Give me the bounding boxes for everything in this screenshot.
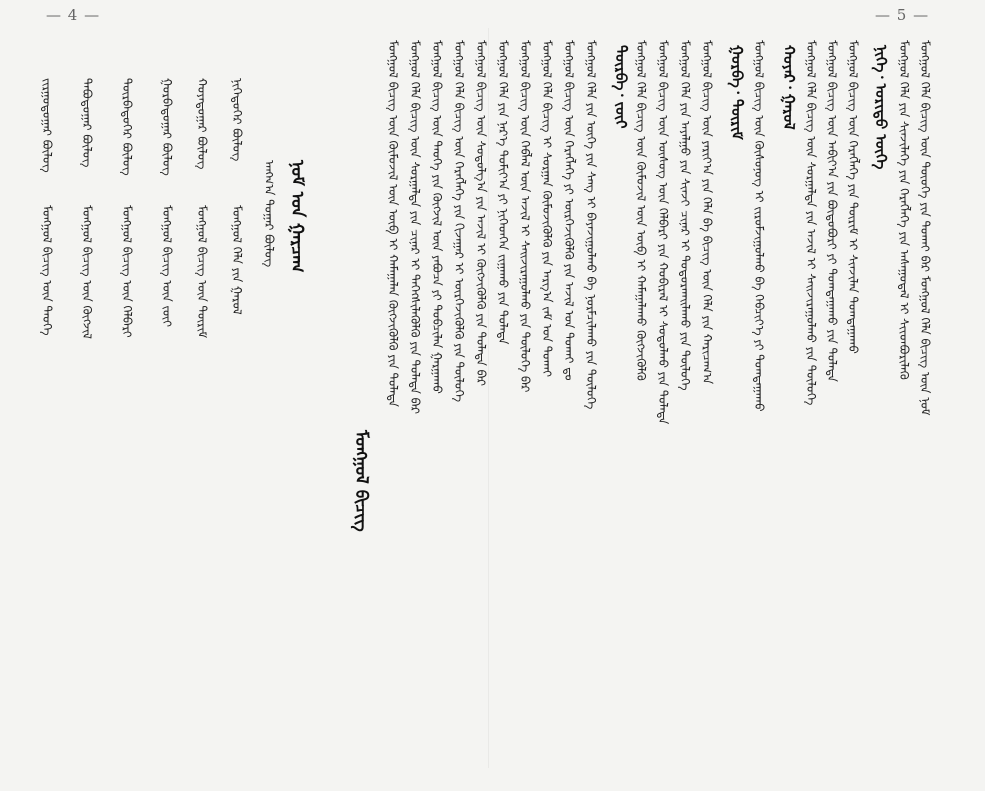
toc-item-detail: ᠮᠣᠩᠭᠣᠯ ᠪᠢᠴᠢᠭ ᠦᠨ ᠵᠦᠢ [160,205,174,328]
body-column: ᠮᠣᠩᠭᠣᠯ ᠪᠢᠴᠢᠭ ᠦᠨ ᠬᠡᠷᠡᠭᠯᠡᠭᠡ ᠶᠢ ᠥᠷᠭᠡᠵᠢᠭᠦᠯᠬᠦ ᠶᠢᠨ ᠠᠵᠢᠯ ᠤᠨ ᠲᠤᠬᠠᠢ ᠳᠤ [562,40,576,381]
toc-item-label: ᠬᠣᠶᠠᠳᠤᠭᠠᠷ ᠪᠦᠯᠦᠭ [195,78,209,170]
body-column: ᠮᠣᠩᠭᠣᠯ ᠪᠢᠴᠢᠭ ᠦᠨ ᠬᠦᠰᠦᠨᠦᠭ ᠢ ᠵᠢᠷᠤᠮᠵᠢᠭᠤᠯᠬᠤ ᠪᠠ ᠬᠡᠪᠴᠢᠶ᠎ᠡ ᠶᠢ ᠲᠣᠭᠲᠠᠭᠠᠬᠤ [752,40,766,412]
section-heading: ᠨᠢᠭᠡ᠂ ᠤᠷᠢᠳᠤ ᠦᠭᠡ [872,45,890,170]
body-column: ᠮᠣᠩᠭᠣᠯ ᠬᠡᠯᠡ ᠶᠢᠨ ᠰᠢᠨᠵᠢᠯᠡᠭᠡ ᠶᠢᠨ ᠬᠡᠷᠡᠭᠯᠡᠭᠡ ᠶᠢᠨ ᠠᠰᠠᠭᠤᠳᠠᠯ ᠢ ᠰᠢᠢᠳᠪᠦᠷᠢᠯᠡᠬᠦ [897,40,911,380]
toc-item-detail: ᠮᠣᠩᠭᠣᠯ ᠪᠢᠴᠢᠭ ᠦᠨ ᠳᠦᠷᠢᠮ [195,205,209,339]
toc-item-label: ᠳᠥᠷᠪᠡᠳᠦᠭᠡᠷ ᠪᠦᠯᠦᠭ [120,78,134,176]
section-heading: ᠭᠤᠷᠪᠠ᠂ ᠳᠦᠷᠢᠮ [728,45,746,140]
body-column: ᠮᠣᠩᠭᠣᠯ ᠬᠡᠯᠡ ᠶᠢᠨ ᠦᠭᠡ ᠶᠢᠨ ᠰᠠᠩ ᠢ ᠪᠠᠶᠠᠵᠢᠭᠤᠯᠬᠤ ᠪᠠ ᠨᠣᠷᠮᠴᠢᠯᠠᠬᠤ ᠶᠢᠨ ᠲᠥᠯᠥᠭᠡ [584,40,598,410]
body-column: ᠮᠣᠩᠭᠣᠯ ᠪᠢᠴᠢᠭ ᠦᠨ ᠬᠦᠮᠦᠵᠢᠯ ᠦᠨ ᠥᠪ ᠢ ᠬᠠᠮᠠᠭᠠᠯᠠᠨ ᠬᠥᠭᠵᠢᠭᠦᠯᠬᠦ ᠶᠢᠨ ᠲᠤᠯᠠᠳᠠ [386,40,400,407]
left-page-number: — 4 — [46,6,101,24]
body-column: ᠮᠣᠩᠭᠣᠯ ᠬᠡᠯᠡ ᠪᠢᠴᠢᠭ ᠦᠨ ᠲᠦᠤᠬᠡ ᠶᠢᠨ ᠲᠤᠬᠠᠢ ᠪᠠᠷ ᠮᠣᠩᠭᠣᠯ ᠬᠡᠯᠡ ᠪᠢᠴᠢᠭ ᠦᠨ ᠨᠣᠮ [918,40,932,416]
toc-item-label: ᠨᠢᠭᠡᠳᠦᠭᠡᠷ ᠪᠦᠯᠦᠭ [230,78,244,162]
body-column: ᠮᠣᠩᠭᠣᠯ ᠪᠢᠴᠢᠭ ᠦᠨ ᠶᠠᠷᠢᠶ᠎ᠠ ᠶᠢᠨ ᠬᠡᠯᠡ ᠪᠠ ᠪᠢᠴᠢᠭ ᠦᠨ ᠬᠡᠯᠡ ᠶᠢᠨ ᠬᠠᠷᠢᠴᠠᠭ᠎ᠠ [700,40,714,385]
body-column: ᠮᠣᠩᠭᠣᠯ ᠪᠢᠴᠢᠭ ᠦᠨ ᠲᠡᠦᠬᠡ ᠶᠢᠨ ᠬᠥᠭᠵᠢᠯ ᠦᠨ ᠶᠠᠪᠤᠴᠠ ᠶᠢ ᠲᠣᠪᠴᠢᠯᠠᠨ ᠭᠠᠷᠭᠠᠬᠤ [430,40,444,394]
body-column: ᠮᠣᠩᠭᠣᠯ ᠬᠡᠯᠡ ᠪᠢᠴᠢᠭ ᠦᠨ ᠰᠤᠷᠭᠠᠯᠲᠠ ᠶᠢᠨ ᠠᠵᠢᠯ ᠢ ᠰᠠᠢᠵᠢᠷᠠᠭᠤᠯᠬᠤ ᠶᠢᠨ ᠲᠥᠯᠥᠭᠡ [804,40,818,406]
section-heading: ᠬᠣᠶᠠᠷ᠂ ᠭᠠᠷᠤᠯ [780,45,798,130]
left-page-title: ᠨᠣᠮ ᠤᠨ ᠭᠠᠷᠴᠠᠭ [287,160,307,273]
right-page-number: — 5 — [875,6,930,24]
body-column: ᠮᠣᠩᠭᠣᠯ ᠬᠡᠯᠡ ᠪᠢᠴᠢᠭ ᠢ ᠰᠤᠷᠭᠠᠨ ᠬᠥᠮᠦᠵᠢᠭᠦᠯᠬᠦ ᠶᠢᠨ ᠠᠷᠭ᠎ᠠ ᠵᠠᠮ ᠤᠨ ᠲᠤᠬᠠᠢ [540,40,554,377]
toc-item-label: ᠠᠩᠬ᠎ᠠ ᠳᠤᠭᠠᠷ ᠪᠦᠯᠦᠭ [262,160,276,268]
toc-item-label: ᠭᠤᠷᠪᠠᠳᠤᠭᠠᠷ ᠪᠦᠯᠦᠭ [160,78,174,176]
section-title-bottom: ᠮᠣᠩᠭᠣᠯ ᠪᠢᠴᠢᠭ [351,430,371,532]
body-column: ᠮᠣᠩᠭᠣᠯ ᠬᠡᠯᠡ ᠪᠢᠴᠢᠭ ᠦᠨ ᠬᠦᠮᠦᠵᠢᠯ ᠦᠨ ᠥᠪ ᠢ ᠬᠠᠮᠠᠭᠠᠯᠠᠬᠤ ᠬᠥᠭᠵᠢᠭᠦᠯᠬᠦ [634,40,648,381]
body-column: ᠮᠣᠩᠭᠣᠯ ᠬᠡᠯᠡ ᠶᠢᠨ ᠨᠡᠷ᠎ᠡ ᠲᠣᠮᠢᠶ᠎ᠠ ᠶᠢ ᠨᠢᠭᠡᠳᠬᠡᠨ ᠵᠢᠭᠠᠬᠤ ᠶᠢᠨ ᠲᠤᠯᠠᠳᠠ [496,40,510,345]
body-column: ᠮᠣᠩᠭᠣᠯ ᠪᠢᠴᠢᠭ ᠦᠨ ᠦᠰᠦᠭ ᠦᠨ ᠬᠡᠯᠪᠡᠷᠢ ᠶᠢᠨ ᠬᠤᠪᠢᠷᠠᠯ ᠢ ᠰᠤᠳᠤᠯᠬᠤ ᠶᠢᠨ ᠲᠤᠯᠠᠳᠠ [656,40,670,425]
body-column: ᠮᠣᠩᠭᠣᠯ ᠪᠢᠴᠢᠭ ᠦᠨ ᠰᠤᠳᠤᠯᠭ᠎ᠠ ᠶᠢᠨ ᠠᠵᠢᠯ ᠢ ᠬᠥᠭᠵᠢᠭᠦᠯᠬᠦ ᠶᠢᠨ ᠲᠤᠯᠠᠳᠠ ᠪᠠᠷ [474,40,488,387]
body-column: ᠮᠣᠩᠭᠣᠯ ᠪᠢᠴᠢᠭ ᠦᠨ ᠬᠡᠪᠯᠡᠯ ᠦᠨ ᠠᠵᠢᠯ ᠢ ᠰᠠᠢᠵᠢᠷᠠᠭᠤᠯᠬᠤ ᠶᠢᠨ ᠲᠥᠯᠥᠭᠡ ᠪᠠᠷ [518,40,532,393]
body-column: ᠮᠣᠩᠭᠣᠯ ᠪᠢᠴᠢᠭ ᠦᠨ ᠠᠪᠢᠶ᠎ᠠ ᠶᠢᠨ ᠪᠦᠳᠦᠪᠦᠷᠢ ᠶᠢ ᠲᠣᠭᠲᠠᠭᠠᠬᠤ ᠶᠢᠨ ᠲᠤᠯᠠᠳᠠ [825,40,839,382]
section-heading: ᠳᠥᠷᠪᠡ᠂ ᠵᠦᠢ [612,45,630,129]
toc-item-detail: ᠮᠣᠩᠭᠣᠯ ᠪᠢᠴᠢᠭ ᠦᠨ ᠬᠡᠯᠪᠡᠷᠢ [120,205,134,338]
toc-item-label: ᠵᠢᠷᠭᠤᠳᠤᠭᠠᠷ ᠪᠦᠯᠦᠭ [40,78,54,173]
body-column: ᠮᠣᠩᠭᠣᠯ ᠬᠡᠯᠡ ᠪᠢᠴᠢᠭ ᠦᠨ ᠬᠡᠷᠡᠭᠯᠡᠭᠡ ᠶᠢᠨ ᠬᠢᠵᠠᠭᠠᠷ ᠢ ᠥᠷᠭᠡᠵᠢᠭᠦᠯᠬᠦ ᠶᠢᠨ ᠲᠥᠯᠥᠭᠡ [452,40,466,403]
toc-item-detail: ᠮᠣᠩᠭᠣᠯ ᠪᠢᠴᠢᠭ ᠦᠨ ᠲᠡᠦᠬᠡ [40,205,54,336]
body-column: ᠮᠣᠩᠭᠣᠯ ᠪᠢᠴᠢᠭ ᠦᠨ ᠬᠡᠷᠡᠭᠯᠡᠭᠡ ᠶᠢᠨ ᠳᠦᠷᠢᠮ ᠢ ᠰᠢᠨᠵᠢᠯᠡᠨ ᠲᠣᠭᠲᠠᠭᠠᠬᠤ [846,40,860,354]
body-column: ᠮᠣᠩᠭᠣᠯ ᠬᠡᠯᠡ ᠪᠢᠴᠢᠭ ᠦᠨ ᠰᠤᠷᠭᠠᠯᠲᠠ ᠶᠢᠨ ᠴᠢᠨᠠᠷ ᠢ ᠳᠡᠭᠡᠭᠰᠢᠯᠡᠭᠦᠯᠬᠦ ᠶᠢᠨ ᠲᠤᠯᠠᠳᠠ ᠪᠠᠷ [408,40,422,415]
body-column: ᠮᠣᠩᠭᠣᠯ ᠬᠡᠯᠡ ᠶᠢᠨ ᠠᠶᠠᠯᠭᠤ ᠶᠢᠨ ᠰᠢᠨᠵᠢ ᠴᠢᠨᠠᠷ ᠢ ᠲᠣᠳᠣᠷᠬᠠᠢᠯᠠᠬᠤ ᠶᠢᠨ ᠲᠥᠯᠥᠭᠡ [678,40,692,391]
toc-item-detail: ᠮᠣᠩᠭᠣᠯ ᠬᠡᠯᠡ ᠶᠢᠨ ᠭᠠᠷᠤᠯ [230,205,244,315]
toc-item-label: ᠲᠠᠪᠤᠳᠤᠭᠠᠷ ᠪᠦᠯᠦᠭ [80,78,94,168]
toc-item-detail: ᠮᠣᠩᠭᠣᠯ ᠪᠢᠴᠢᠭ ᠦᠨ ᠬᠥᠭᠵᠢᠯ [80,205,94,339]
page-gutter [488,28,489,768]
